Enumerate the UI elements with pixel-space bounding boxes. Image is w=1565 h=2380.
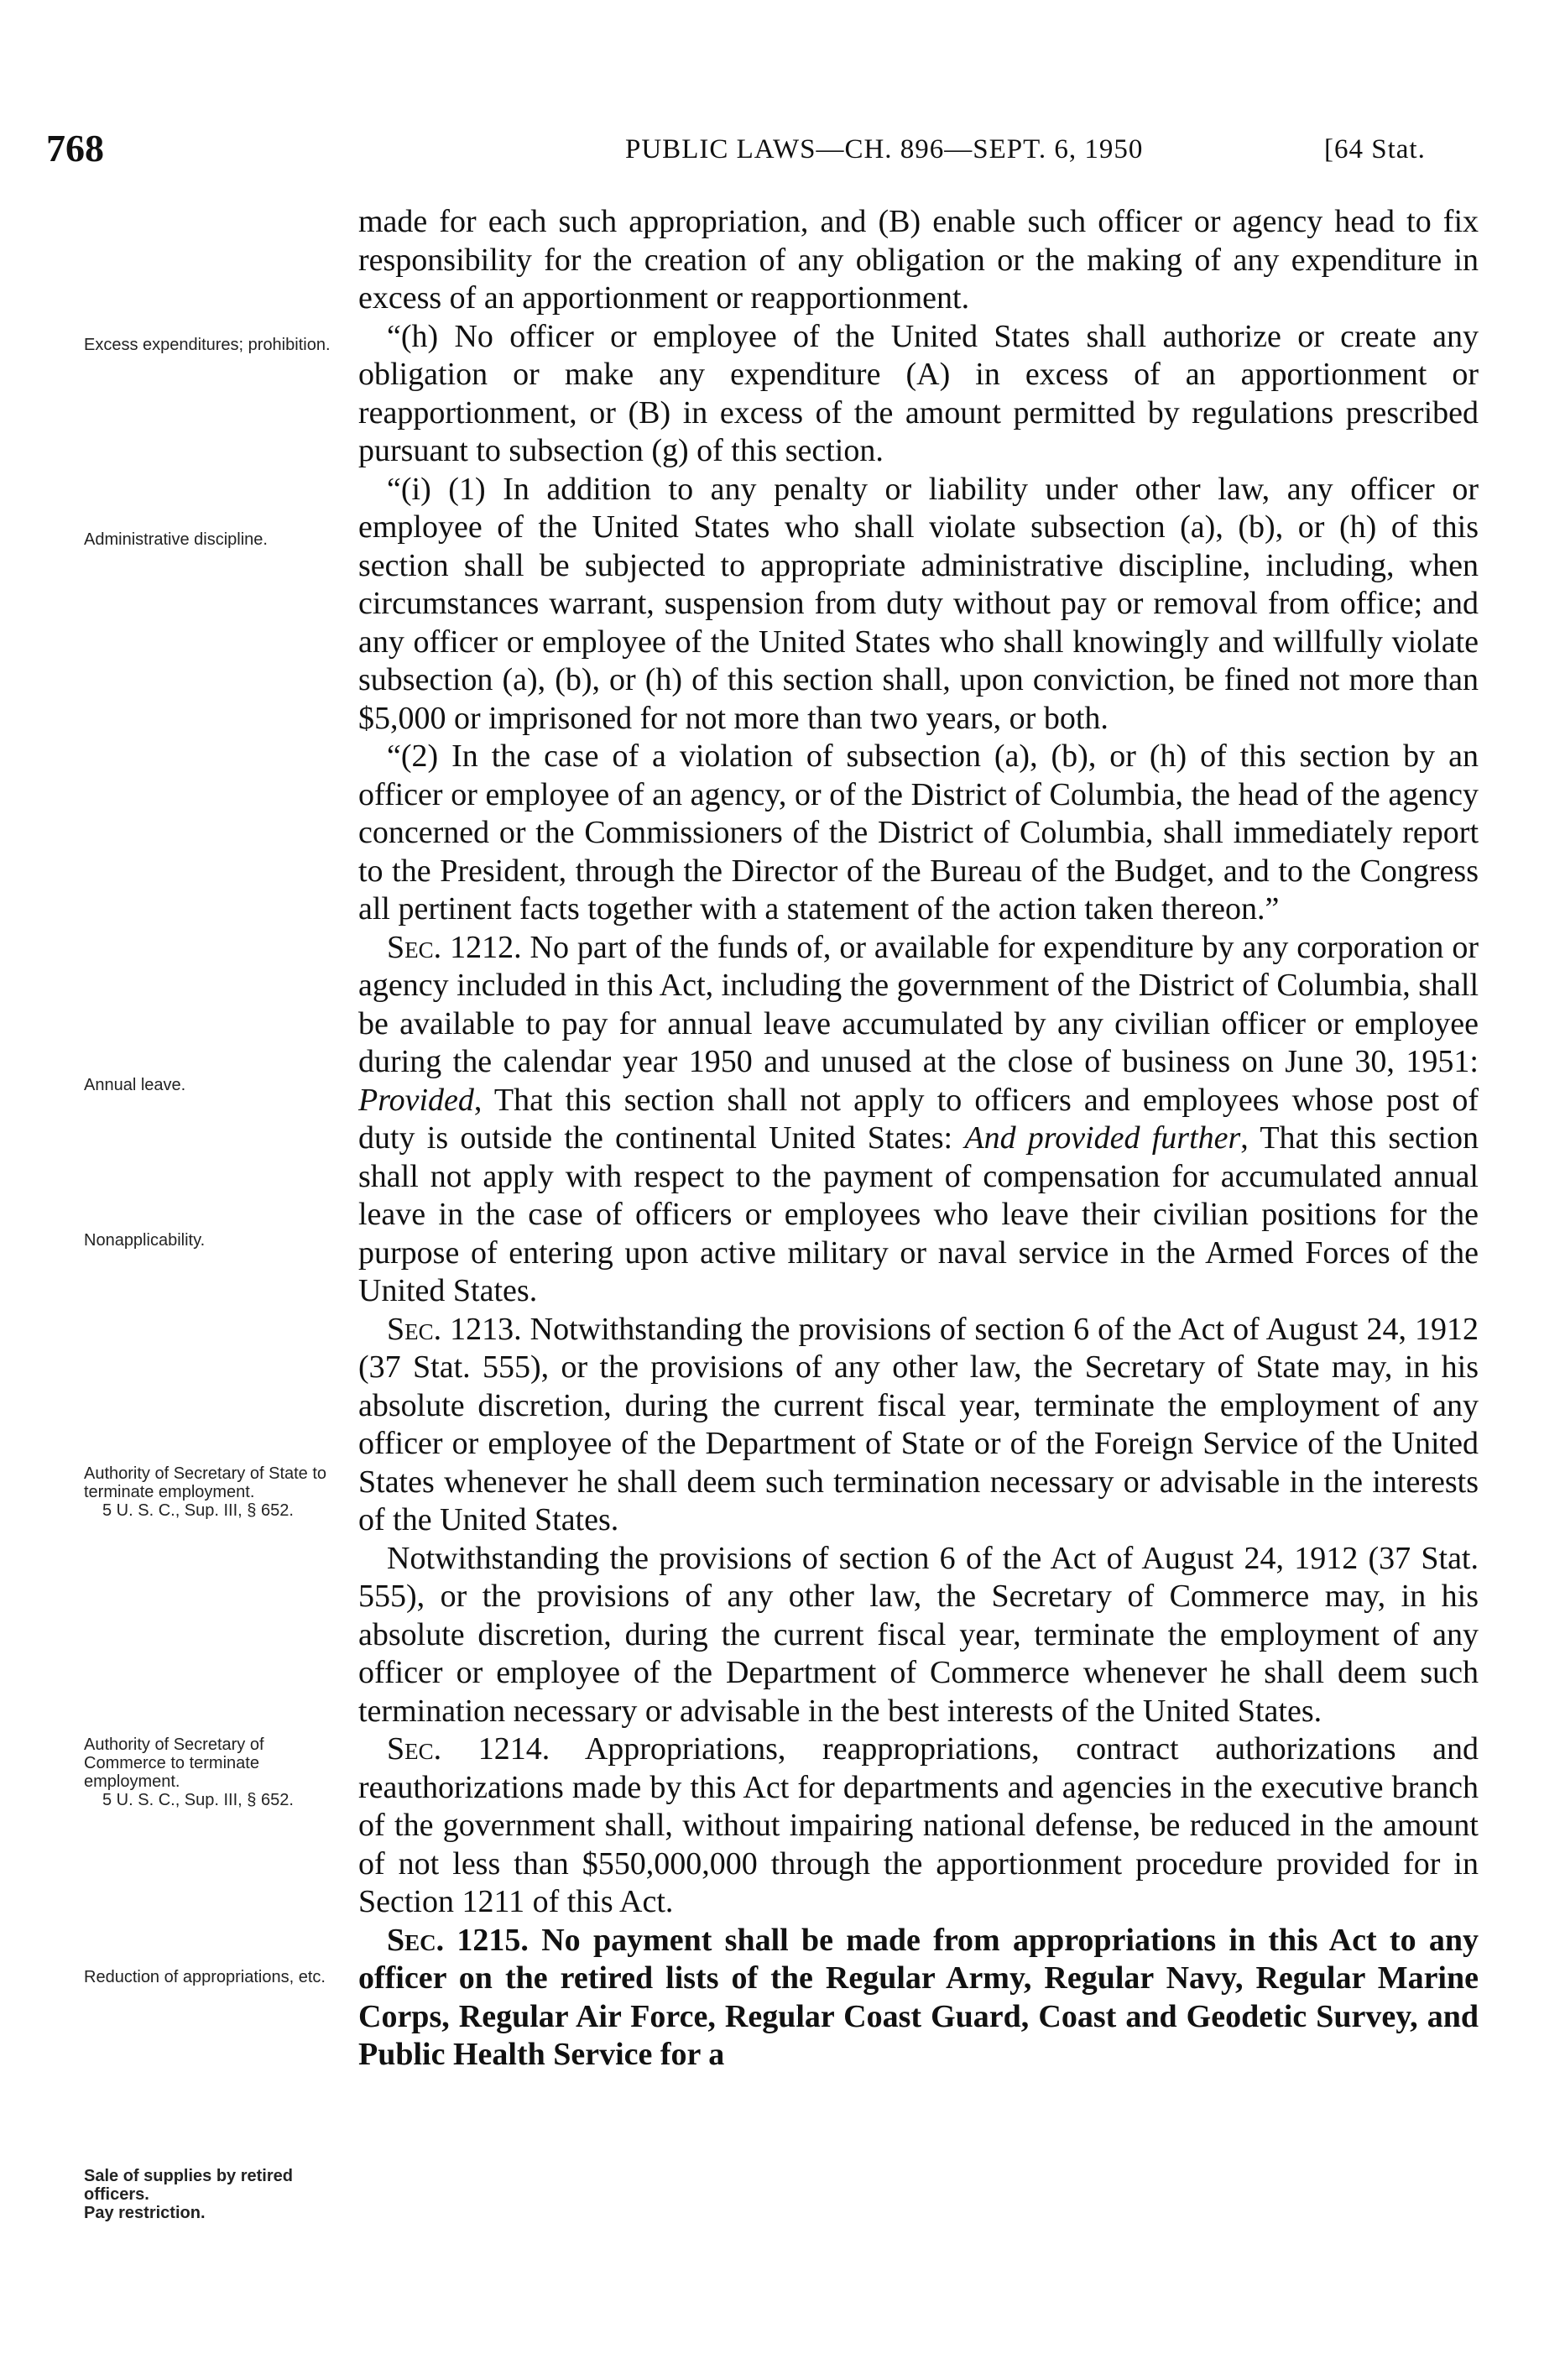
paragraph-section-1212 [358,929,1479,1311]
paragraph-subsection-h: “(h) No officer or employee of the United States shall authorize or create any obligation or make any expenditure (A) in excess of an apportionment or reapportionment, or (B) in excess of the amount permitted by regulations prescribed pursuant to subsection (g) of this section. [358,318,1479,468]
section-1212-text-2: , That this section shall not apply to officers and employees whose post of duty is outside the continental United States: [358,1082,1479,1156]
paragraph-subsection-i-1: “(i) (1) In addition to any penalty or liability under other law, any officer or employee of the United States who shall violate subsection (a), (b), or (h) of this section shall be subjected to appropriate administrative discipline, including, when circumstances warrant, suspension from duty without pay or removal from office; and any officer or employee of the United States who shall knowingly and willfully violate subsection (a), (b), or (h) of this section shall, upon conviction, be fined not more than $5,000 or imprisoned for not more than two years, or both. [358,471,1479,736]
margin-note-administrative-discipline: Administrative discipline. [84,530,268,549]
running-head: PUBLIC LAWS—CH. 896—SEPT. 6, 1950 [625,134,1144,164]
margin-note-pay-restriction: Pay restriction. [84,2204,206,2222]
section-1213-label: Sec. 1213. [387,1311,522,1347]
paragraph-section-1215 [358,1922,1479,2075]
section-1212-text: No part of the funds of, or available for expenditure by any corporation or agency included in this Act, including the government of the District of Columbia, shall be available to pay for annual leave accumulated by any civilian officer or employee during the calendar year 1950 and unused at the close of business on June 30, 1951: [358,929,1479,1079]
body-text [358,203,1479,2075]
margin-note-sale-of-supplies [84,2167,344,2222]
margin-note-secretary-of-commerce [84,1735,344,1809]
margin-note-nonapplicability: Nonapplicability. [84,1231,206,1250]
section-1214-text: Appropriations, reappropriations, contract authorizations and reauthorizations made by this Act for departments and agencies in the executive branch of the government shall, without impairing national defense, be reduced in the amount of not less than $550,000,000 through the apportionment procedure provided for in Section 1211 of this Act. [358,1731,1479,1919]
paragraph-commerce: Notwithstanding the provisions of section 6 of the Act of August 24, 1912 (37 Stat. 555), or the provisions of any other law, the Secretary of Commerce may, in his absolute discretion, during the current fiscal year, terminate the employment of any officer or employee of the Department of Commerce whenever he shall deem such termination necessary or advisable in the best interests of the United States. [358,1540,1479,1729]
margin-note-secretary-of-state [84,1464,344,1520]
margin-note-state-authority: Authority of Secretary of State to terminate employment. [84,1464,327,1501]
paragraph-section-1213 [358,1311,1479,1540]
section-1214-label: Sec. 1214. [387,1731,550,1767]
and-provided-further-italic: And provided further [964,1120,1241,1156]
margin-note-commerce-citation: 5 U. S. C., Sup. III, § 652. [102,1791,294,1809]
paragraph-subsection-i-2: “(2) In the case of a violation of subsection (a), (b), or (h) of this section by an officer or employee of an agency, or of the District of Columbia, the head of the agency concerned or the Commissioners of the District of Columbia, shall immediately report to the President, through the Director of the Bureau of the Budget, and to the Congress all pertinent facts together with a statement of the action taken thereon.” [358,739,1479,926]
section-1213-text: Notwithstanding the provisions of section 6 of the Act of August 24, 1912 (37 Stat. 555), or the provisions of any other law, the Secretary of State may, in his absolute discretion, during the current fiscal year, terminate the employment of any officer or employee of the Department of State or of the Foreign Service of the United States whenever he shall deem such termination necessary or advisable in the interests of the United States. [358,1311,1479,1537]
statute-reference: [64 Stat. [1324,134,1426,164]
paragraph-section-1214 [358,1730,1479,1922]
margin-note-excess-expenditures: Excess expenditures; prohibition. [84,336,331,354]
margin-note-commerce-authority: Authority of Secretary of Commerce to terminate employment. [84,1735,264,1791]
section-1215-text: No payment shall be made from appropriations in this Act to any officer on the retired lists of the Regular Army, Regular Navy, Regular Marine Corps, Regular Air Force, Regular Coast Guard, Coast and Geodetic Survey, and Public Health Service for a [358,1922,1479,2072]
margin-note-annual-leave: Annual leave. [84,1076,186,1094]
section-1212-text-3: , That this section shall not apply with respect to the payment of compensation for accumulated annual leave in the case of officers or employees who leave their civilian positions for the purpose of entering upon active military or naval service in the Armed Forces of the United States. [358,1120,1479,1308]
provided-italic: Provided [358,1082,474,1118]
section-1212-label: Sec. 1212. [387,929,522,965]
margin-note-sale-text: Sale of supplies by retired officers. [84,2167,293,2204]
page-number: 768 [46,127,104,170]
margin-note-reduction: Reduction of appropriations, etc. [84,1968,326,1986]
section-1215-label: Sec. 1215. [387,1922,529,1958]
margin-note-state-citation: 5 U. S. C., Sup. III, § 652. [102,1501,294,1520]
paragraph-continued: made for each such appropriation, and (B) enable such officer or agency head to fix responsibility for the creation of any obligation or the making of any expenditure in excess of an apportionment or reapportionment. [358,204,1479,316]
